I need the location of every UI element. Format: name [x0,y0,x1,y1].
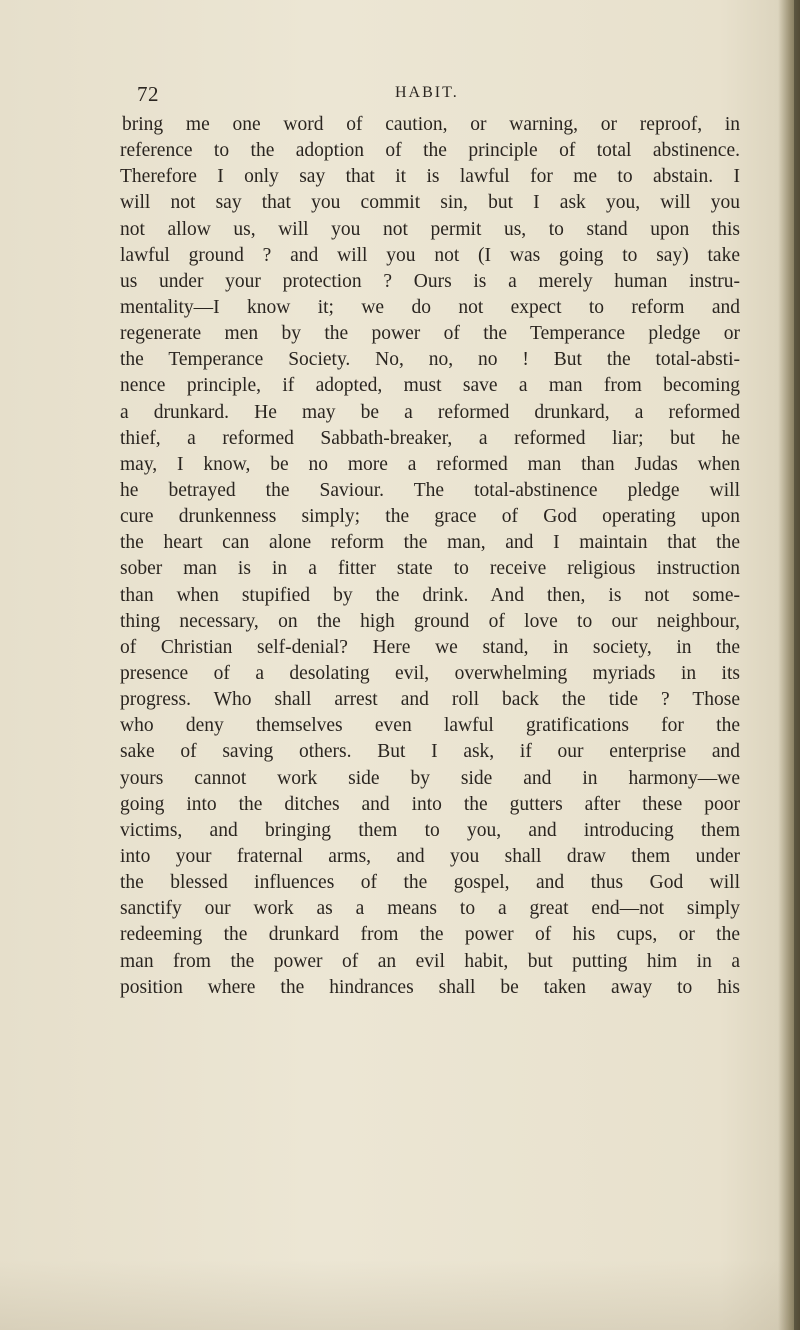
text-line: sanctify our work as a means to a great end—not simply [120,898,740,920]
text-line: into your fraternal arms, and you shall draw them under [120,845,740,867]
text-line: cure drunkenness simply; the grace of God operating upon [120,506,740,528]
text-line: of Christian self-denial? Here we stand, in society, in the [120,636,740,658]
text-line: thief, a reformed Sabbath-breaker, a reformed liar; but he [120,427,740,449]
text-line: lawful ground ? and will you not (I was going to say) take [120,244,740,266]
text-line: position where the hindrances shall be taken away to his [120,976,740,998]
text-line: will not say that you commit sin, but I ask you, will you [120,192,740,214]
text-line: yours cannot work side by side and in harmony—we [120,767,740,789]
text-line: going into the ditches and into the gutters after these poor [120,793,740,815]
text-line: the blessed influences of the gospel, and thus God will [120,872,740,894]
text-line: redeeming the drunkard from the power of his cups, or the [120,924,740,946]
text-line: not allow us, will you not permit us, to stand upon this [120,218,740,240]
text-line: may, I know, be no more a reformed man than Judas when [120,453,740,475]
text-line: Therefore I only say that it is lawful for me to abstain. I [120,166,740,188]
text-line: presence of a desolating evil, overwhelming myriads in its [120,662,740,684]
text-line: a drunkard. He may be a reformed drunkard, a reformed [120,401,740,423]
page-bottom-shading [0,1260,800,1330]
text-line: nence principle, if adopted, must save a man from becoming [120,375,740,397]
text-line: progress. Who shall arrest and roll back the tide ? Those [120,689,740,711]
text-line: reference to the adoption of the principle of total abstinence. [120,140,740,162]
page-edge-dark [794,0,800,1330]
text-line: thing necessary, on the high ground of love to our neighbour, [120,610,740,632]
page-header [125,82,735,108]
text-line: mentality—I know it; we do not expect to reform and [120,296,740,318]
text-line: man from the power of an evil habit, but putting him in a [120,950,740,972]
text-line: victims, and bringing them to you, and introducing them [120,819,740,841]
running-title: HABIT. [395,84,459,101]
text-line: the heart can alone reform the man, and I maintain that the [120,532,740,554]
body-text [120,112,740,1001]
page-number: 72 [137,82,159,106]
text-line: the Temperance Society. No, no, no ! But the total-absti- [120,349,740,371]
text-line: he betrayed the Saviour. The total-abstinence pledge will [120,479,740,501]
text-line: us under your protection ? Ours is a merely human instru- [120,270,740,292]
text-line: who deny themselves even lawful gratifications for the [120,715,740,737]
text-line: regenerate men by the power of the Temperance pledge or [120,323,740,345]
text-line: bring me one word of caution, or warning, or reproof, in [122,114,740,135]
text-line: sober man is in a fitter state to receive religious instruction [120,558,740,580]
text-line: sake of saving others. But I ask, if our enterprise and [120,741,740,763]
text-line: than when stupified by the drink. And then, is not some- [120,584,740,606]
